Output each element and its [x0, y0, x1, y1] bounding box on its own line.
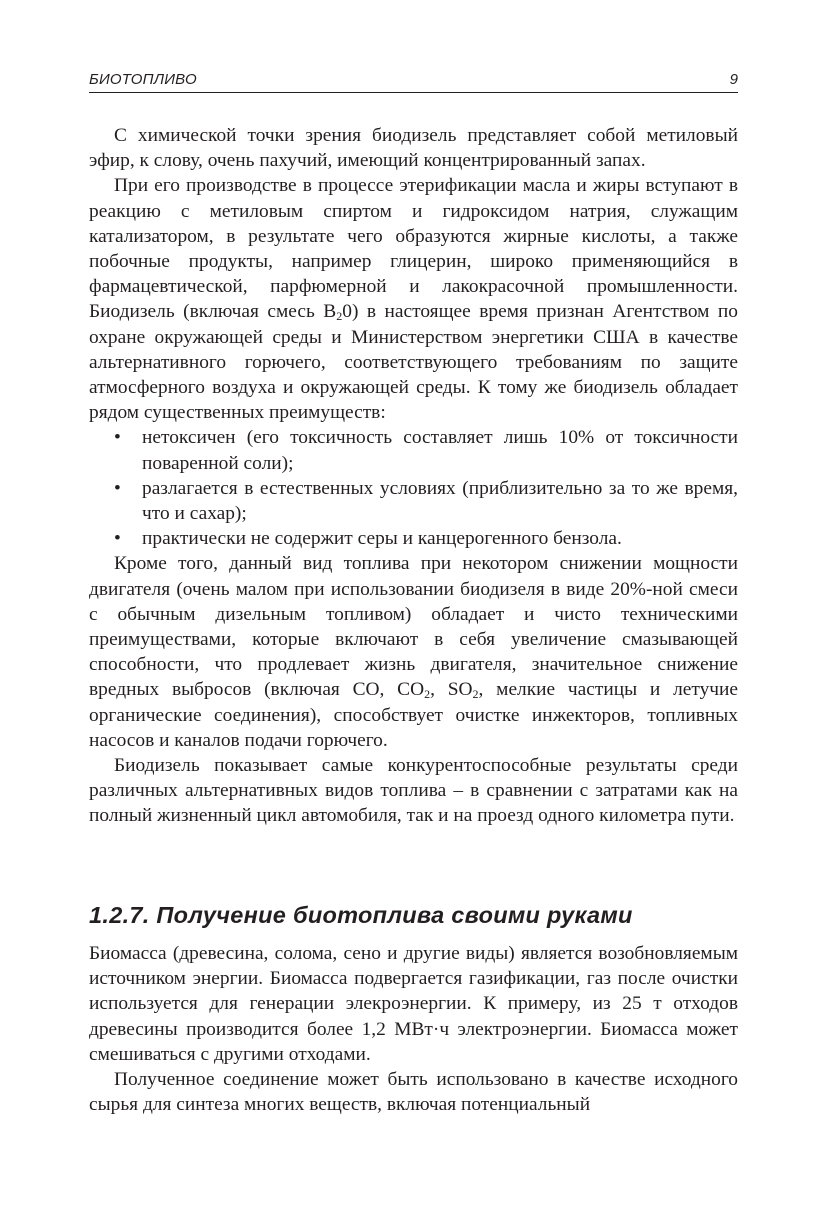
list-item: [89, 526, 738, 551]
subscript: 2: [424, 687, 431, 702]
subscript: 2: [472, 687, 479, 702]
paragraph-text: Полученное соединение может быть использовано в качестве исходного сырья для синтеза многих веществ, включая потенциальный: [89, 1069, 738, 1116]
paragraph-text: , SO: [430, 679, 473, 701]
paragraph-text: Кроме того, данный вид топлива при некотором снижении мощности двигателя (очень малом при использовании биодизеля в виде 20%-ной смеси с обычным дизельным топливом) обладает и чисто техническими преимуществами, которые включают в себя увеличение смазывающей способности, что продлевает жизнь двигателя, значительное снижение вредных выбросов (включая CO, CO: [89, 553, 738, 701]
section-heading: 1.2.7. Получение биотоплива своими руками: [89, 902, 633, 928]
paragraph-text: При его производстве в процессе этерификации масла и жиры вступают в реакцию с метиловым спиртом и гидроксидом натрия, служащим катализатором, в результате чего образуются жирные кислоты, а также побочные продукты, например глицерин, широко применяющийся в фармацевтической, парфюмерной и лакокрасочной промышленности. Биодизель (включая смесь B: [89, 175, 738, 323]
paragraph-text: Биодизель показывает самые конкурентоспособные результаты среди различных альтернативных видов топлива – в сравнении с затратами как на полный жизненный цикл автомобиля, так и на проезд одного километра пути.: [89, 755, 738, 827]
list-item-text: нетоксичен (его токсичность составляет лишь 10% от токсичности поваренной соли);: [142, 427, 738, 474]
running-header: [89, 70, 738, 93]
paragraph-biomass: [89, 941, 738, 1067]
bullet-marker: •: [114, 477, 121, 499]
paragraph-technical-advantages: [89, 551, 738, 753]
list-item-text: практически не содержит серы и канцерогенного бензола.: [142, 528, 622, 550]
paragraph-text: Биомасса (древесина, солома, сено и другие виды) является возобновляемым источником энергии. Биомасса подвергается газификации, газ после очистки используется для генерации элекроэнергии. К примеру, из 25 т отходов древесины производится более 1,2 МВт·ч электроэнергии. Биомасса может смешиваться с другими отходами.: [89, 943, 738, 1065]
list-item: [89, 425, 738, 475]
page-number: 9: [729, 71, 738, 88]
list-item-text: разлагается в естественных условиях (приблизительно за то же время, что и сахар);: [142, 477, 738, 525]
paragraph-text: С химической точки зрения биодизель представляет собой метиловый эфир, к слову, очень пахучий, имеющий концентрированный запах.: [89, 125, 738, 172]
body-text-bottom: [89, 941, 738, 1117]
advantages-list: [89, 425, 738, 551]
body-text-top: [89, 123, 738, 829]
paragraph-competitiveness: [89, 753, 738, 829]
paragraph-methyl-ester: [89, 123, 738, 173]
paragraph-text: 0) в настоящее время признан Агентством по охране окружающей среды и Министерством энергетики США в качестве альтернативного горючего, соответствующего требованиям по защите атмосферного воздуха и окружающей среды. К тому же биодизель обладает рядом существенных преимуществ:: [89, 301, 738, 424]
paragraph-text: , мелкие частицы и летучие органические соединения), способствует очистке инжекторов, топливных насосов и каналов подачи горючего.: [89, 679, 738, 751]
bullet-marker: •: [114, 427, 121, 449]
list-item: [89, 476, 738, 526]
running-header-title: БИОТОПЛИВО: [89, 71, 197, 88]
paragraph-production: [89, 173, 738, 425]
paragraph-compound: [89, 1067, 738, 1117]
subscript: 2: [336, 309, 343, 324]
bullet-marker: •: [114, 528, 121, 550]
